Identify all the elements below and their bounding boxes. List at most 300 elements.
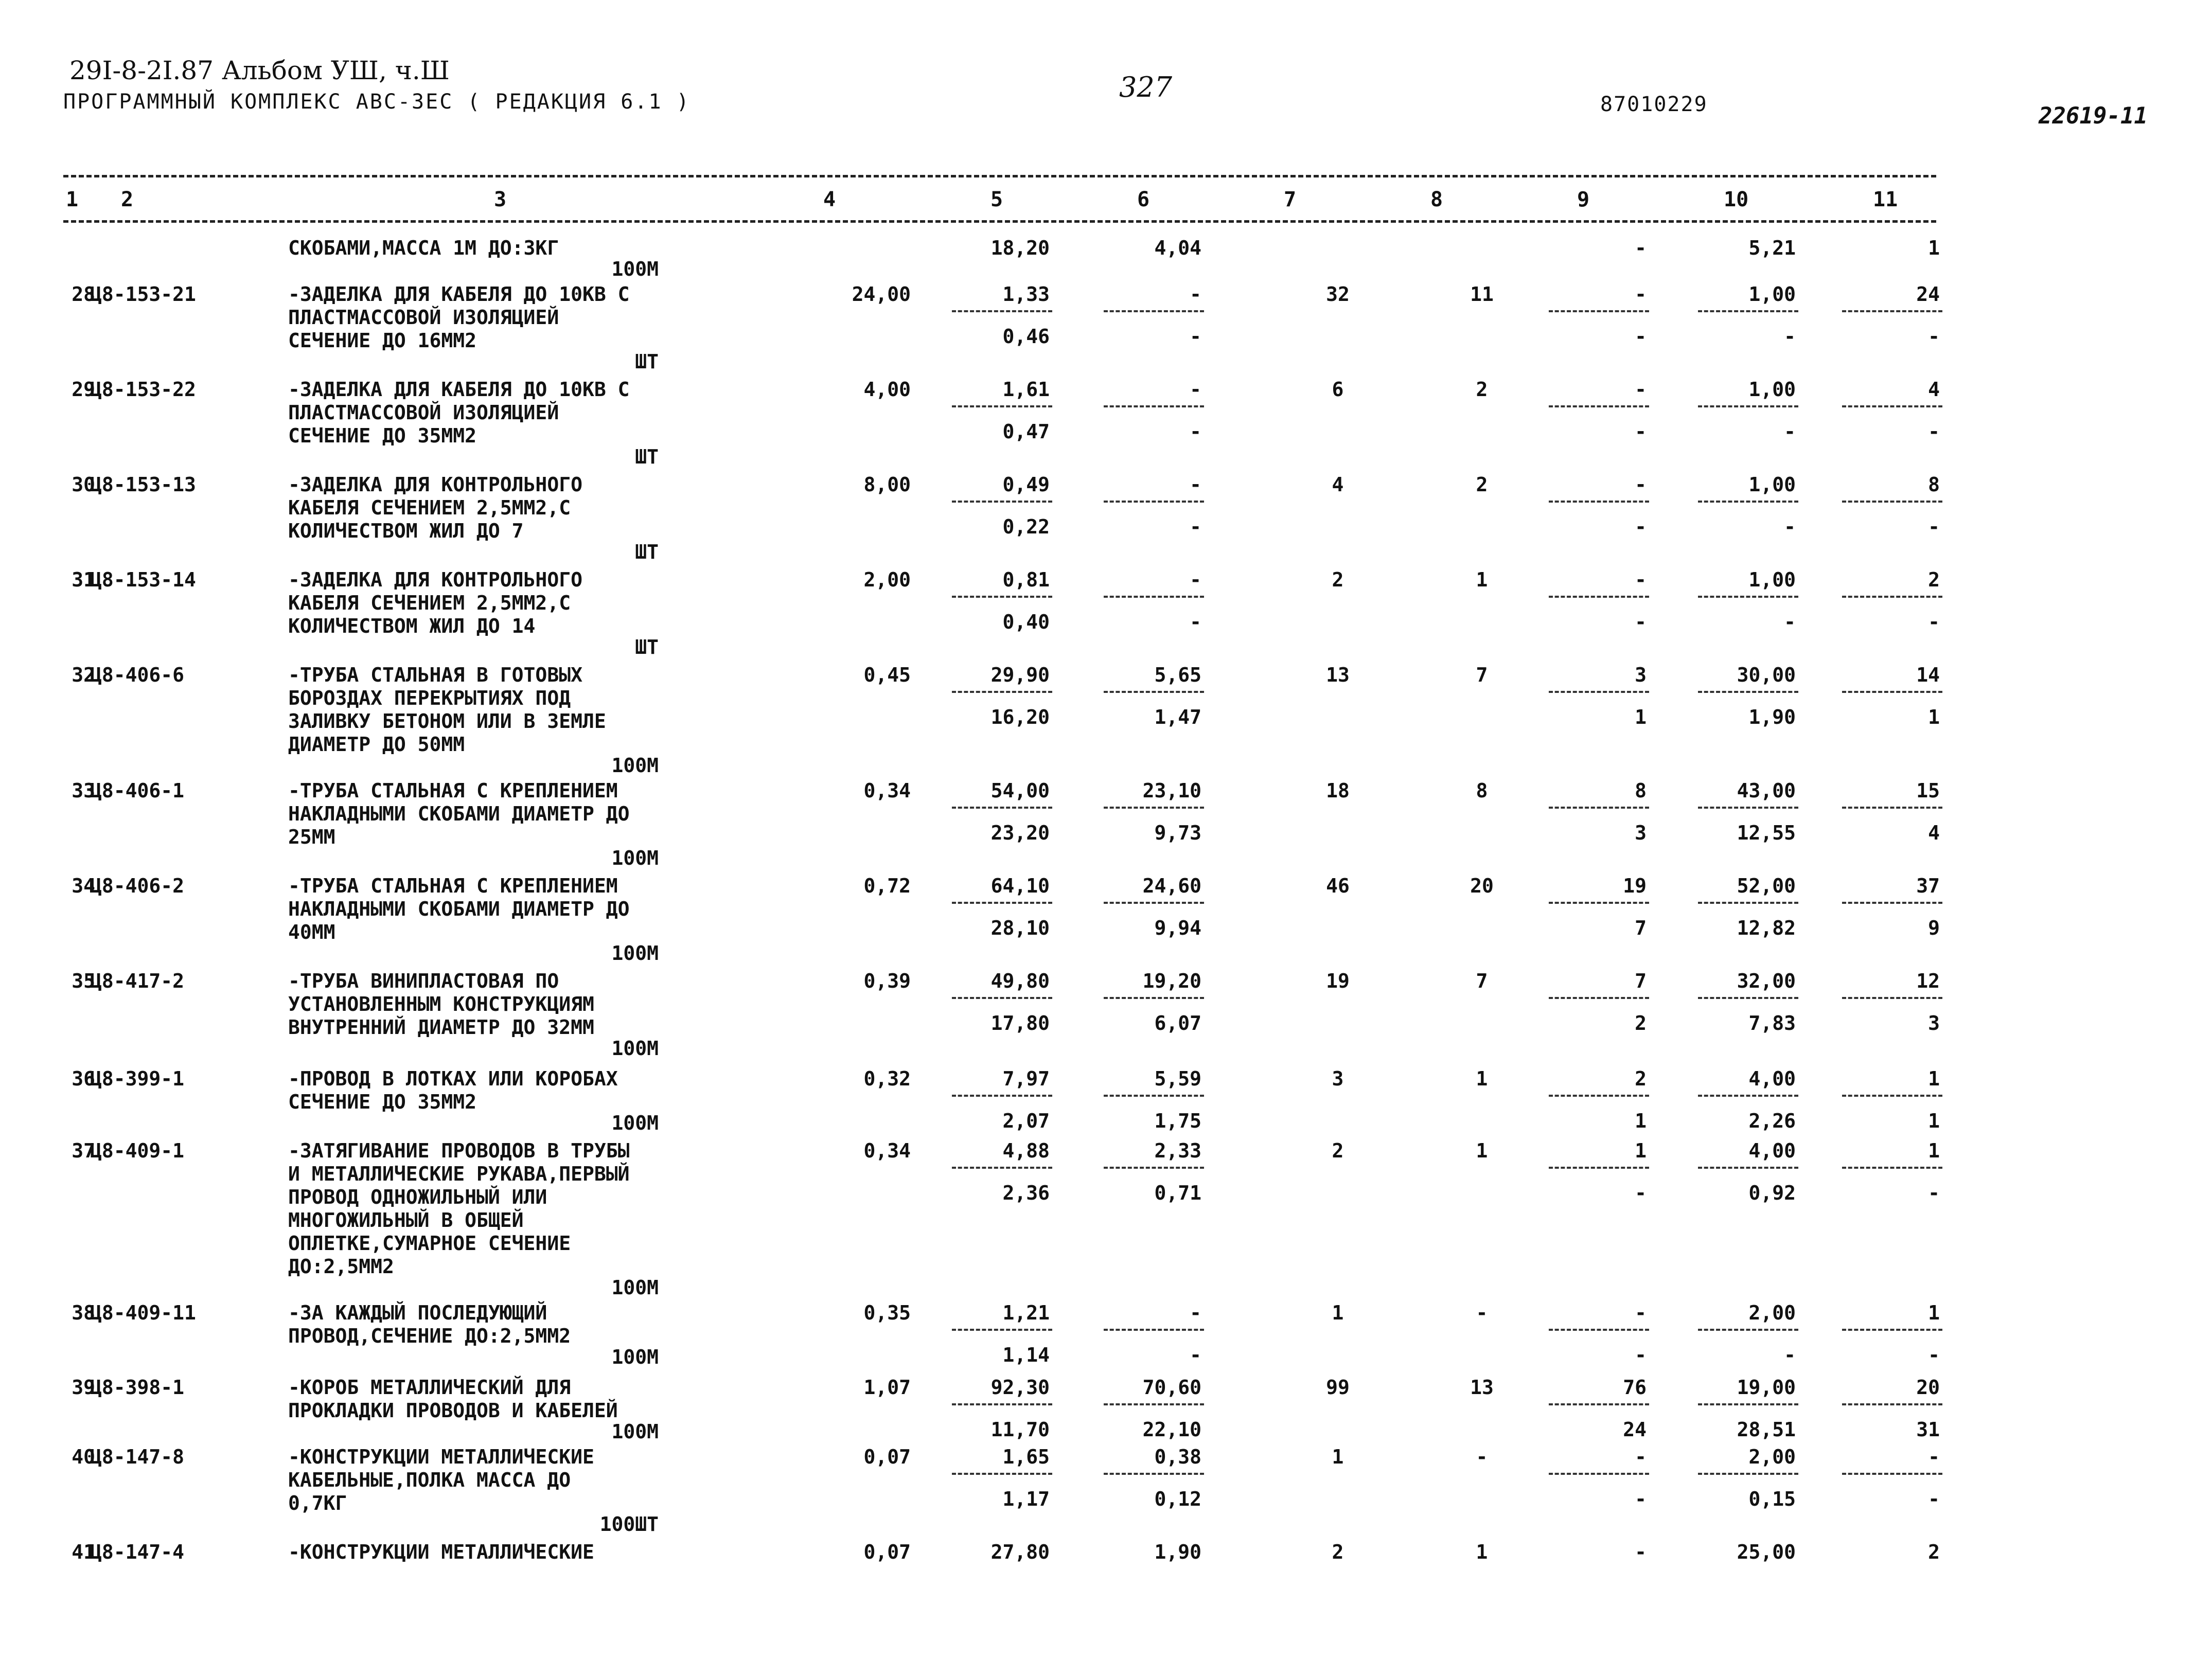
row-code: Ц8-406-2 [90, 875, 185, 897]
row-unit: 100М [611, 754, 659, 777]
row-position: 34 [72, 875, 95, 897]
cell-c5-base: 0,49 [1002, 473, 1050, 496]
cell-divider [952, 807, 1052, 809]
cell-c9-base: - [1635, 1446, 1647, 1468]
row-unit: ШТ [635, 636, 659, 658]
cell-c10-base: 5,21 [1748, 237, 1796, 259]
cell-c5-wage: 0,22 [1002, 515, 1050, 538]
row-description-line: -КОРОБ МЕТАЛЛИЧЕСКИЙ ДЛЯ [288, 1376, 571, 1399]
row-code: Ц8-398-1 [90, 1376, 185, 1399]
cell-divider [1549, 501, 1649, 503]
cell-c11-wage: - [1928, 515, 1940, 538]
cell-c10-base: 52,00 [1737, 875, 1796, 897]
cell-c6-base: - [1190, 283, 1201, 306]
row-description-line: КОЛИЧЕСТВОМ ЖИЛ ДО 7 [288, 520, 524, 542]
row-quantity: 0,39 [863, 970, 911, 992]
cell-divider [1104, 501, 1204, 503]
row-description-line: -ЗАДЕЛКА ДЛЯ КОНТРОЛЬНОГО [288, 473, 582, 496]
cell-c9-base: 76 [1623, 1376, 1647, 1399]
cell-c10-wage: - [1784, 420, 1796, 443]
cell-divider [1698, 1167, 1798, 1169]
cell-c7: 18 [1326, 779, 1350, 802]
cell-divider [1698, 1403, 1798, 1405]
cell-c11-base: 2 [1928, 1541, 1940, 1563]
cell-c9-wage: - [1635, 515, 1647, 538]
row-unit: ШТ [635, 350, 659, 373]
cell-c8: 13 [1470, 1376, 1494, 1399]
cell-c11-wage: 3 [1928, 1012, 1940, 1034]
cell-c10-base: 30,00 [1737, 664, 1796, 686]
cell-c10-wage: 28,51 [1737, 1418, 1796, 1441]
row-unit: 100М [611, 258, 659, 280]
cell-c10-base: 4,00 [1748, 1139, 1796, 1162]
cell-c6-wage: 9,94 [1154, 917, 1201, 939]
cell-divider [1842, 807, 1942, 809]
cell-divider [1842, 596, 1942, 598]
row-description-line: 40ММ [288, 921, 335, 943]
cell-c7: 46 [1326, 875, 1350, 897]
cell-c9-wage: - [1635, 1488, 1647, 1510]
cell-c7: 2 [1332, 1139, 1344, 1162]
cell-c10-wage: - [1784, 611, 1796, 633]
cell-c6-wage: 1,75 [1154, 1110, 1201, 1132]
row-code: Ц8-153-22 [90, 378, 196, 401]
cell-divider [1549, 1329, 1649, 1331]
row-description-line: ПРОВОД ОДНОЖИЛЬНЫЙ ИЛИ [288, 1186, 547, 1208]
row-description-line: -ТРУБА ВИНИПЛАСТОВАЯ ПО [288, 970, 559, 992]
cell-c7: 2 [1332, 1541, 1344, 1563]
cell-divider [952, 596, 1052, 598]
cell-c10-base: 25,00 [1737, 1541, 1796, 1563]
album-title: 29I-8-2I.87 Альбом УШ, ч.Ш [69, 56, 450, 85]
cell-c10-base: 19,00 [1737, 1376, 1796, 1399]
row-unit: 100М [611, 942, 659, 965]
row-description-line: НАКЛАДНЫМИ СКОБАМИ ДИАМЕТР ДО [288, 802, 630, 825]
cell-divider [1698, 596, 1798, 598]
cell-divider [1549, 691, 1649, 693]
cell-divider [1549, 1403, 1649, 1405]
cell-c6-base: 24,60 [1142, 875, 1201, 897]
cell-c8: 1 [1476, 1139, 1488, 1162]
cell-c11-base: - [1928, 1446, 1940, 1468]
row-code: Ц8-399-1 [90, 1067, 185, 1090]
cell-c10-wage: 1,90 [1748, 706, 1796, 728]
cell-divider [1698, 1329, 1798, 1331]
row-description-line: -ПРОВОД В ЛОТКАХ ИЛИ КОРОБАХ [288, 1067, 618, 1090]
row-description-line: ДО:2,5ММ2 [288, 1255, 394, 1278]
cell-divider [1842, 310, 1942, 312]
row-description-line: СКОБАМИ,МАССА 1М ДО:3КГ [288, 237, 559, 259]
cell-c11-wage: - [1928, 1344, 1940, 1366]
cell-divider [952, 310, 1052, 312]
cell-c6-base: 4,04 [1154, 237, 1201, 259]
cell-c9-base: 3 [1635, 664, 1647, 686]
cell-c6-base: - [1190, 568, 1201, 591]
cell-c11-base: 1 [1928, 1301, 1940, 1324]
row-position: 33 [72, 779, 95, 802]
cell-c6-wage: 1,47 [1154, 706, 1201, 728]
cell-divider [1698, 1473, 1798, 1475]
cell-c10-base: 1,00 [1748, 378, 1796, 401]
cell-c11-base: 15 [1916, 779, 1940, 802]
row-quantity: 4,00 [863, 378, 911, 401]
cell-c11-base: 37 [1916, 875, 1940, 897]
cell-c10-wage: 12,82 [1737, 917, 1796, 939]
cell-c5-wage: 0,40 [1002, 611, 1050, 633]
cell-c5-base: 1,21 [1002, 1301, 1050, 1324]
cell-c5-wage: 16,20 [990, 706, 1050, 728]
row-code: Ц8-147-4 [90, 1541, 185, 1563]
cell-c8: 2 [1476, 378, 1488, 401]
row-unit: 100М [611, 1420, 659, 1443]
cell-c9-wage: - [1635, 1182, 1647, 1204]
cell-c8: 7 [1476, 970, 1488, 992]
cell-divider [1842, 1095, 1942, 1097]
cell-c11-base: 1 [1928, 237, 1940, 259]
row-description-line: СЕЧЕНИЕ ДО 35ММ2 [288, 424, 477, 447]
cell-divider [1698, 501, 1798, 503]
cell-c9-wage: 24 [1623, 1418, 1647, 1441]
row-description-line: И МЕТАЛЛИЧЕСКИЕ РУКАВА,ПЕРВЫЙ [288, 1163, 630, 1185]
cell-c6-wage: - [1190, 1344, 1201, 1366]
row-unit: 100М [611, 1112, 659, 1134]
row-quantity: 2,00 [863, 568, 911, 591]
cell-c6-wage: 0,71 [1154, 1182, 1201, 1204]
cell-c5-wage: 17,80 [990, 1012, 1050, 1034]
column-header-4: 4 [823, 188, 836, 211]
row-description-line: КАБЕЛЯ СЕЧЕНИЕМ 2,5ММ2,С [288, 592, 571, 614]
cell-c6-wage: - [1190, 611, 1201, 633]
cell-c11-base: 8 [1928, 473, 1940, 496]
row-position: 39 [72, 1376, 95, 1399]
cell-c9-base: - [1635, 283, 1647, 306]
column-header-1: 1 [66, 188, 79, 211]
cell-c9-base: - [1635, 1541, 1647, 1563]
cell-c6-base: - [1190, 1301, 1201, 1324]
cell-c5-base: 49,80 [990, 970, 1050, 992]
cell-c10-base: 32,00 [1737, 970, 1796, 992]
row-description-line: ПЛАСТМАССОВОЙ ИЗОЛЯЦИЕЙ [288, 306, 559, 329]
row-description-line: -ТРУБА СТАЛЬНАЯ С КРЕПЛЕНИЕМ [288, 779, 618, 802]
cell-c11-wage: 1 [1928, 706, 1940, 728]
cell-divider [1698, 997, 1798, 999]
cell-divider [1698, 902, 1798, 904]
cell-c9-wage: 7 [1635, 917, 1647, 939]
cell-divider [1698, 691, 1798, 693]
cell-c11-base: 12 [1916, 970, 1940, 992]
cell-c5-wage: 23,20 [990, 822, 1050, 844]
cell-divider [1698, 405, 1798, 407]
row-quantity: 0,45 [863, 664, 911, 686]
cell-c5-wage: 1,17 [1002, 1488, 1050, 1510]
cell-divider [1549, 807, 1649, 809]
cell-divider [952, 997, 1052, 999]
cell-divider [1104, 807, 1204, 809]
cell-c9-wage: 1 [1635, 1110, 1647, 1132]
row-position: 29 [72, 378, 95, 401]
cell-divider [1842, 1403, 1942, 1405]
cell-divider [1698, 807, 1798, 809]
cell-c9-wage: 3 [1635, 822, 1647, 844]
row-description-line: -ЗАДЕЛКА ДЛЯ КАБЕЛЯ ДО 10КВ С [288, 378, 630, 401]
cell-divider [1104, 1403, 1204, 1405]
row-quantity: 0,32 [863, 1067, 911, 1090]
row-description-line: МНОГОЖИЛЬНЫЙ В ОБЩЕЙ [288, 1209, 524, 1232]
cell-divider [1549, 1095, 1649, 1097]
row-description-line: ПРОВОД,СЕЧЕНИЕ ДО:2,5ММ2 [288, 1325, 571, 1347]
column-header-6: 6 [1137, 188, 1150, 211]
cell-c6-base: 5,59 [1154, 1067, 1201, 1090]
cell-c6-wage: 0,12 [1154, 1488, 1201, 1510]
row-quantity: 0,72 [863, 875, 911, 897]
cell-c7: 13 [1326, 664, 1350, 686]
cell-divider [952, 501, 1052, 503]
document-code: 87010229 [1600, 93, 1708, 116]
cell-c9-base: - [1635, 568, 1647, 591]
cell-c5-base: 0,81 [1002, 568, 1050, 591]
cell-divider [1104, 902, 1204, 904]
row-description-line: ПРОКЛАДКИ ПРОВОДОВ И КАБЕЛЕЙ [288, 1399, 618, 1422]
cell-c8: 7 [1476, 664, 1488, 686]
cell-c5-wage: 0,47 [1002, 420, 1050, 443]
cell-divider [952, 1403, 1052, 1405]
cell-c10-wage: 2,26 [1748, 1110, 1796, 1132]
cell-divider [1549, 1167, 1649, 1169]
cell-c5-wage: 2,36 [1002, 1182, 1050, 1204]
row-position: 38 [72, 1301, 95, 1324]
row-description-line: ПЛАСТМАССОВОЙ ИЗОЛЯЦИЕЙ [288, 401, 559, 424]
cell-c8: 8 [1476, 779, 1488, 802]
cell-divider [1698, 1095, 1798, 1097]
row-description-line: 25ММ [288, 826, 335, 848]
cell-c6-wage: - [1190, 325, 1201, 348]
row-description-line: 0,7КГ [288, 1492, 347, 1514]
cell-c6-base: 2,33 [1154, 1139, 1201, 1162]
row-description-line: КОЛИЧЕСТВОМ ЖИЛ ДО 14 [288, 615, 536, 637]
row-description-line: НАКЛАДНЫМИ СКОБАМИ ДИАМЕТР ДО [288, 898, 630, 920]
cell-divider [1104, 997, 1204, 999]
row-position: 37 [72, 1139, 95, 1162]
cell-c5-base: 64,10 [990, 875, 1050, 897]
cell-c10-base: 2,00 [1748, 1446, 1796, 1468]
cell-c7: 19 [1326, 970, 1350, 992]
cell-c5-base: 1,33 [1002, 283, 1050, 306]
row-code: Ц8-406-6 [90, 664, 185, 686]
row-description-line: -ТРУБА СТАЛЬНАЯ В ГОТОВЫХ [288, 664, 582, 686]
row-description-line: -КОНСТРУКЦИИ МЕТАЛЛИЧЕСКИЕ [288, 1446, 594, 1468]
cell-c9-wage: - [1635, 420, 1647, 443]
cell-divider [1549, 310, 1649, 312]
row-position: 31 [72, 568, 95, 591]
cell-c5-base: 29,90 [990, 664, 1050, 686]
cell-c10-wage: - [1784, 515, 1796, 538]
row-description-line: -ЗАДЕЛКА ДЛЯ КАБЕЛЯ ДО 10КВ С [288, 283, 630, 306]
cell-c9-base: - [1635, 1301, 1647, 1324]
cell-c5-base: 7,97 [1002, 1067, 1050, 1090]
cell-c9-wage: - [1635, 611, 1647, 633]
row-description-line: ОПЛЕТКЕ,СУМАРНОЕ СЕЧЕНИЕ [288, 1232, 571, 1255]
row-position: 30 [72, 473, 95, 496]
cell-c11-wage: - [1928, 325, 1940, 348]
cell-c11-wage: - [1928, 1182, 1940, 1204]
row-description-line: ДИАМЕТР ДО 50ММ [288, 733, 465, 756]
cell-c9-base: 2 [1635, 1067, 1647, 1090]
cell-divider [952, 405, 1052, 407]
column-header-11: 11 [1873, 188, 1898, 211]
cell-c10-wage: - [1784, 1344, 1796, 1366]
cell-c11-base: 2 [1928, 568, 1940, 591]
row-description-line: -ТРУБА СТАЛЬНАЯ С КРЕПЛЕНИЕМ [288, 875, 618, 897]
cell-c9-base: - [1635, 473, 1647, 496]
row-position: 36 [72, 1067, 95, 1090]
cell-c7: 99 [1326, 1376, 1350, 1399]
row-description-line: ВНУТРЕННИЙ ДИАМЕТР ДО 32ММ [288, 1016, 594, 1039]
row-description-line: -КОНСТРУКЦИИ МЕТАЛЛИЧЕСКИЕ [288, 1541, 594, 1563]
column-header-2: 2 [121, 188, 134, 211]
cell-c9-wage: 2 [1635, 1012, 1647, 1034]
column-header-8: 8 [1430, 188, 1443, 211]
cell-divider [1104, 405, 1204, 407]
row-description-line: СЕЧЕНИЕ ДО 16ММ2 [288, 329, 477, 352]
row-quantity: 0,07 [863, 1541, 911, 1563]
cell-c7: 6 [1332, 378, 1344, 401]
cell-divider [1842, 997, 1942, 999]
cell-c9-base: 1 [1635, 1139, 1647, 1162]
row-position: 28 [72, 283, 95, 306]
cell-c6-base: 0,38 [1154, 1446, 1201, 1468]
column-header-10: 10 [1724, 188, 1749, 211]
row-description-line: КАБЕЛЬНЫЕ,ПОЛКА МАССА ДО [288, 1469, 571, 1491]
cell-c10-wage: 0,15 [1748, 1488, 1796, 1510]
cell-c10-wage: - [1784, 325, 1796, 348]
program-line: ПРОГРАММНЫЙ КОМПЛЕКС АВС-3ЕС ( РЕДАКЦИЯ 6.1 ) [63, 90, 691, 114]
cell-c5-wage: 1,14 [1002, 1344, 1050, 1366]
cell-c11-wage: - [1928, 420, 1940, 443]
cell-c6-base: 19,20 [1142, 970, 1201, 992]
cell-c8: - [1476, 1301, 1488, 1324]
row-position: 40 [72, 1446, 95, 1468]
row-position: 35 [72, 970, 95, 992]
row-quantity: 0,07 [863, 1446, 911, 1468]
cell-c6-base: 23,10 [1142, 779, 1201, 802]
cell-c9-base: - [1635, 378, 1647, 401]
row-description-line: -ЗАДЕЛКА ДЛЯ КОНТРОЛЬНОГО [288, 568, 582, 591]
row-code: Ц8-409-11 [90, 1301, 196, 1324]
row-quantity: 24,00 [852, 283, 911, 306]
cell-divider [1104, 1095, 1204, 1097]
cell-c9-wage: 1 [1635, 706, 1647, 728]
cell-c8: 1 [1476, 568, 1488, 591]
cell-c6-base: - [1190, 473, 1201, 496]
cell-divider [952, 1329, 1052, 1331]
cell-c11-base: 1 [1928, 1139, 1940, 1162]
cell-c10-base: 1,00 [1748, 473, 1796, 496]
row-description-line: -ЗАТЯГИВАНИЕ ПРОВОДОВ В ТРУБЫ [288, 1139, 630, 1162]
cell-c5-wage: 2,07 [1002, 1110, 1050, 1132]
cell-c10-wage: 7,83 [1748, 1012, 1796, 1034]
cell-c10-base: 4,00 [1748, 1067, 1796, 1090]
cell-c9-base: 19 [1623, 875, 1647, 897]
page-number: 327 [1119, 71, 1173, 103]
cell-c5-base: 4,88 [1002, 1139, 1050, 1162]
row-description-line: ЗАЛИВКУ БЕТОНОМ ИЛИ В ЗЕМЛЕ [288, 710, 606, 733]
cell-c5-wage: 11,70 [990, 1418, 1050, 1441]
cell-divider [1842, 501, 1942, 503]
cell-divider [1842, 691, 1942, 693]
cell-c11-base: 24 [1916, 283, 1940, 306]
cell-c9-base: 7 [1635, 970, 1647, 992]
row-description-line: КАБЕЛЯ СЕЧЕНИЕМ 2,5ММ2,С [288, 496, 571, 519]
cell-c9-wage: - [1635, 1344, 1647, 1366]
column-header-7: 7 [1284, 188, 1297, 211]
cell-c11-wage: 31 [1916, 1418, 1940, 1441]
row-position: 32 [72, 664, 95, 686]
cell-c5-base: 1,65 [1002, 1446, 1050, 1468]
cell-c10-wage: 0,92 [1748, 1182, 1796, 1204]
cell-divider [1842, 405, 1942, 407]
row-quantity: 0,34 [863, 779, 911, 802]
cell-c6-base: 1,90 [1154, 1541, 1201, 1563]
cell-c5-base: 27,80 [990, 1541, 1050, 1563]
cell-c9-wage: - [1635, 325, 1647, 348]
cell-divider [1104, 310, 1204, 312]
row-unit: 100М [611, 1037, 659, 1060]
cell-c7: 1 [1332, 1301, 1344, 1324]
row-quantity: 1,07 [863, 1376, 911, 1399]
cell-divider [1549, 902, 1649, 904]
handwritten-stamp: 22619-11 [2039, 103, 2148, 129]
cell-divider [952, 1473, 1052, 1475]
cell-divider [1549, 405, 1649, 407]
cell-c10-base: 43,00 [1737, 779, 1796, 802]
row-unit: ШТ [635, 541, 659, 563]
row-unit: ШТ [635, 445, 659, 468]
row-description-line: -ЗА КАЖДЫЙ ПОСЛЕДУЮЩИЙ [288, 1301, 547, 1324]
cell-divider [1549, 997, 1649, 999]
column-header-3: 3 [494, 188, 507, 211]
cell-divider [1104, 691, 1204, 693]
column-header-9: 9 [1577, 188, 1590, 211]
cell-c11-wage: 4 [1928, 822, 1940, 844]
cell-c5-base: 54,00 [990, 779, 1050, 802]
cell-c7: 4 [1332, 473, 1344, 496]
cell-divider [952, 691, 1052, 693]
row-unit: 100ШТ [599, 1513, 659, 1536]
cell-c10-base: 1,00 [1748, 283, 1796, 306]
cell-c9-base: - [1635, 237, 1647, 259]
cell-divider [1842, 902, 1942, 904]
table-top-rule [63, 175, 1936, 177]
row-unit: 100М [611, 1346, 659, 1368]
cell-divider [1104, 1473, 1204, 1475]
cell-divider [952, 1167, 1052, 1169]
cell-c5-wage: 0,46 [1002, 325, 1050, 348]
cell-c11-base: 14 [1916, 664, 1940, 686]
cell-c11-base: 20 [1916, 1376, 1940, 1399]
cell-c5-base: 18,20 [990, 237, 1050, 259]
cell-c7: 3 [1332, 1067, 1344, 1090]
cell-divider [1842, 1473, 1942, 1475]
cell-divider [1104, 1167, 1204, 1169]
row-code: Ц8-153-21 [90, 283, 196, 306]
cell-divider [1698, 310, 1798, 312]
cell-divider [1842, 1167, 1942, 1169]
column-header-5: 5 [990, 188, 1003, 211]
row-code: Ц8-153-13 [90, 473, 196, 496]
cell-divider [952, 1095, 1052, 1097]
cell-c11-base: 4 [1928, 378, 1940, 401]
row-code: Ц8-417-2 [90, 970, 185, 992]
